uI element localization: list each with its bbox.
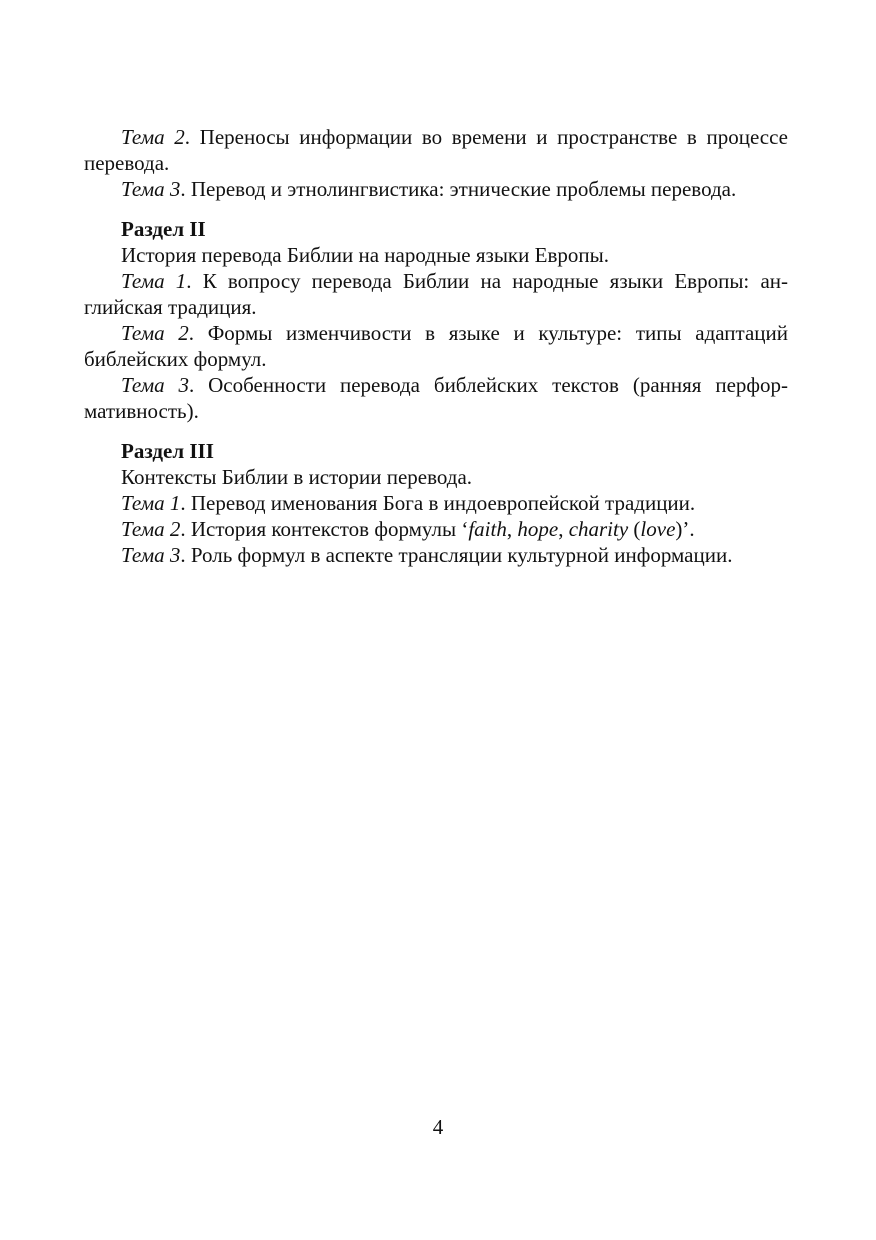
- topic-paragraph: [84, 372, 788, 424]
- section-gap: [84, 202, 788, 216]
- term-hope: hope: [517, 517, 559, 541]
- section-subtitle: История перевода Библии на народные языки Европы.: [121, 243, 609, 267]
- topic-text: . Формы изменчивости в языке и культуре: типы адаптаций библейских формул.: [84, 321, 789, 371]
- separator: ,: [506, 517, 518, 541]
- topic-paragraph: [84, 542, 788, 568]
- topic-label: Тема 2: [121, 517, 181, 541]
- topic-paragraph: [84, 176, 788, 202]
- topic-label: Тема 3: [121, 373, 189, 397]
- topic-label: Тема 1: [121, 269, 187, 293]
- topic-label: Тема 2: [121, 125, 185, 149]
- section-gap: [84, 424, 788, 438]
- topic-paragraph: [84, 268, 788, 320]
- section-heading: Раздел III: [121, 439, 214, 463]
- topic-label: Тема 1: [121, 491, 181, 515]
- page-number: 4: [432, 1115, 444, 1139]
- term-charity: charity: [568, 517, 629, 541]
- topic-label: Тема 3: [121, 177, 181, 201]
- topic-paragraph: [84, 490, 788, 516]
- topic-text-end: )’.: [675, 517, 695, 541]
- topic-text: . Перевод именования Бога в индоевропейской традиции.: [180, 491, 696, 515]
- topic-text: . Переносы информации во времени и пространстве в процессе перевода.: [84, 125, 789, 175]
- topic-paragraph: [84, 516, 788, 542]
- section-heading: Раздел II: [121, 217, 206, 241]
- term-faith: faith: [468, 517, 507, 541]
- topic-text: . Особенности перевода библейских текстов (ранняя перформативность).: [84, 373, 788, 423]
- separator: (: [628, 517, 641, 541]
- topic-text: . К вопросу перевода Библии на народные языки Европы: английская традиция.: [84, 269, 788, 319]
- topic-label: Тема 2: [121, 321, 189, 345]
- section-subtitle: Контексты Библии в истории перевода.: [121, 465, 473, 489]
- topic-text: . История контекстов формулы ‘: [180, 517, 469, 541]
- topic-label: Тема 3: [121, 543, 181, 567]
- topic-paragraph: [84, 320, 788, 372]
- topic-text: . Роль формул в аспекте трансляции культурной информации.: [180, 543, 733, 567]
- topic-text: . Перевод и этнолингвистика: этнические проблемы перевода.: [180, 177, 737, 201]
- document-body: [84, 124, 788, 568]
- separator: ,: [558, 517, 569, 541]
- term-love: love: [640, 517, 676, 541]
- topic-paragraph: [84, 124, 788, 176]
